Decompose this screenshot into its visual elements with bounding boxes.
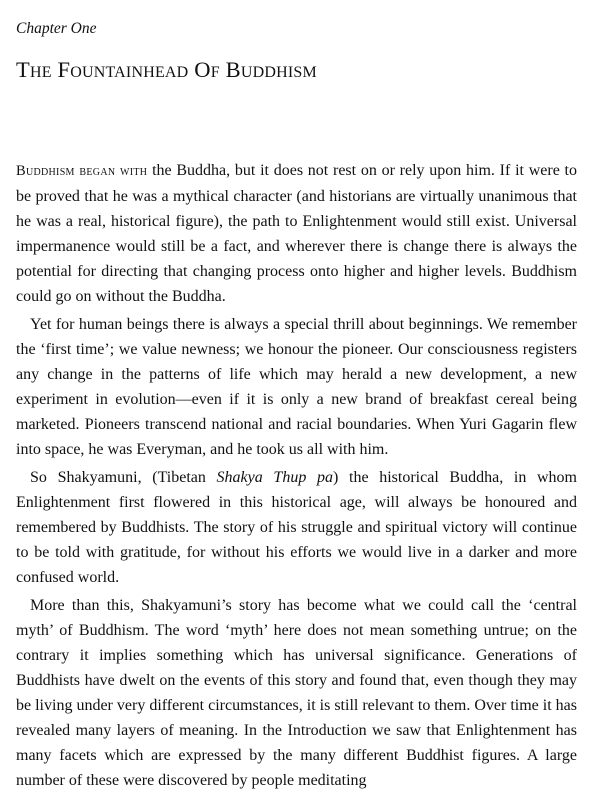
- chapter-body: [16, 158, 577, 793]
- chapter-title: The Fountainhead Of Buddhism: [16, 57, 317, 82]
- lead-in-small-caps: Buddhism began with: [16, 163, 148, 179]
- paragraph-1: [16, 158, 577, 309]
- paragraph-4: More than this, Shakyamuni’s story has become what we could call the ‘central myth’ of Buddhism. The word ‘myth’ here does not mean something untrue; on the contrary it implies something which has universal significance. Generations of Buddhists have dwelt on the events of this story and found that, even though they may be living under very different circumstances, it is still relevant to them. Over time it has revealed many layers of meaning. In the Introduction we saw that Enlightenment has many facets which are expressed by the many different Buddhist figures. A large number of these were discovered by people meditating: [16, 597, 577, 789]
- paragraph-3: [16, 465, 577, 590]
- chapter-label: Chapter One: [16, 20, 97, 37]
- paragraph-1-text: the Buddha, but it does not rest on or rely upon him. If it were to be proved that he was a mythical character (and historians are virtually unanimous that he was a real, historical figure), the path to Enlightenment would still exist. Universal impermanence would still be a fact, and wherever there is change there is always the potential for directing that changing process onto higher and higher levels. Buddhism could go on without the Buddha.: [16, 162, 577, 305]
- tibetan-term: Shakya Thup pa: [216, 469, 333, 486]
- paragraph-3-text-before: So Shakyamuni, (Tibetan: [30, 469, 217, 486]
- paragraph-2: Yet for human beings there is always a special thrill about beginnings. We remember the ‘first time’; we value newness; we honour the pioneer. Our consciousness registers any change in the patterns of life which may herald a new development, a new experiment in evolution—even if it is only a new brand of breakfast cereal being marketed. Pioneers transcend national and racial boundaries. When Yuri Gagarin flew into space, he was Everyman, and he took us all with him.: [16, 316, 577, 458]
- paragraph-3-text-after: ) the historical Buddha, in whom Enlightenment first flowered in this historical age, will always be honoured and remembered by Buddhists. The story of his struggle and spiritual victory will continue to be told with gratitude, for without his efforts we would live in a darker and more confused world.: [16, 469, 577, 586]
